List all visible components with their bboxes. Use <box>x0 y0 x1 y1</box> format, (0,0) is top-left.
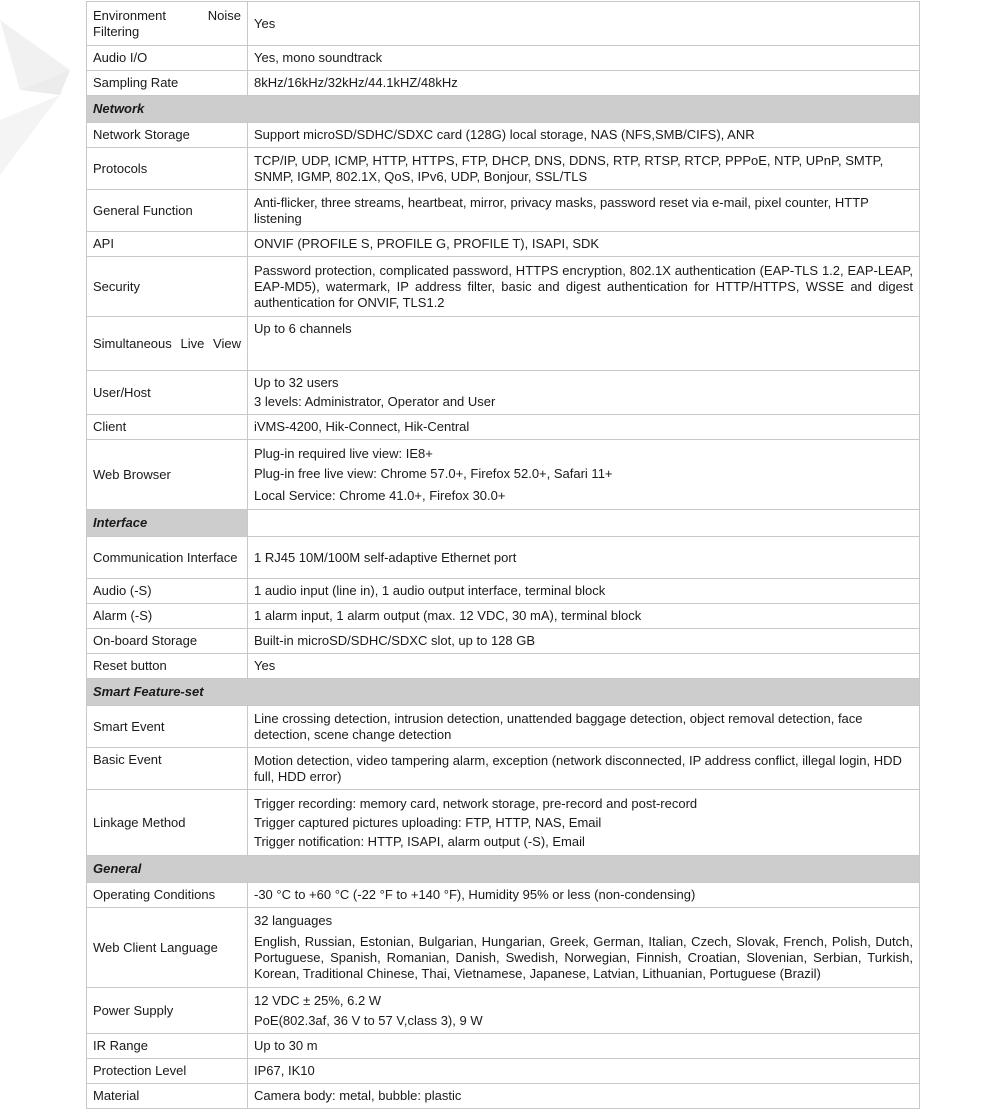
spec-value-line: Up to 32 users <box>254 375 339 390</box>
spec-value: Yes <box>248 654 920 679</box>
spec-label: Protection Level <box>87 1059 248 1084</box>
spec-value: Support microSD/SDHC/SDXC card (128G) local storage, NAS (NFS,SMB/CIFS), ANR <box>248 123 920 148</box>
spec-label: Environment Noise Filtering <box>87 2 248 46</box>
spec-row <box>87 883 920 908</box>
section-title: Interface <box>87 510 248 537</box>
spec-value <box>248 908 920 988</box>
spec-label: User/Host <box>87 371 248 415</box>
spec-label: Linkage Method <box>87 790 248 856</box>
spec-row <box>87 1059 920 1084</box>
spec-value: iVMS-4200, Hik-Connect, Hik-Central <box>248 415 920 440</box>
spec-row <box>87 2 920 46</box>
spec-value <box>248 371 920 415</box>
spec-value: Yes, mono soundtrack <box>248 46 920 71</box>
spec-value: Yes <box>248 2 920 46</box>
spec-label: General Function <box>87 190 248 232</box>
spec-value: ONVIF (PROFILE S, PROFILE G, PROFILE T), ISAPI, SDK <box>248 232 920 257</box>
spec-value: Anti-flicker, three streams, heartbeat, mirror, privacy masks, password reset via e-mail, pixel counter, HTTP listening <box>248 190 920 232</box>
spec-row <box>87 1034 920 1059</box>
spec-row <box>87 190 920 232</box>
spec-value: Line crossing detection, intrusion detection, unattended baggage detection, object removal detection, face detection, scene change detection <box>248 706 920 748</box>
spec-label: Material <box>87 1084 248 1109</box>
section-header-general <box>87 856 920 883</box>
spec-value-line: Plug-in required live view: IE8+ <box>254 445 433 461</box>
spec-value <box>248 440 920 510</box>
spec-value: Built-in microSD/SDHC/SDXC slot, up to 128 GB <box>248 629 920 654</box>
spec-row <box>87 706 920 748</box>
spec-row <box>87 148 920 190</box>
spec-value: 1 alarm input, 1 alarm output (max. 12 VDC, 30 mA), terminal block <box>248 604 920 629</box>
spec-label: Communication Interface <box>87 537 248 579</box>
spec-label: Reset button <box>87 654 248 679</box>
spec-value: Camera body: metal, bubble: plastic <box>248 1084 920 1109</box>
section-empty-cell <box>248 510 920 537</box>
spec-label: Network Storage <box>87 123 248 148</box>
spec-row <box>87 71 920 96</box>
spec-value-line: Local Service: Chrome 41.0+, Firefox 30.0+ <box>254 487 506 503</box>
section-title: General <box>87 856 920 883</box>
spec-value <box>248 988 920 1034</box>
spec-row <box>87 1084 920 1109</box>
spec-label: Audio I/O <box>87 46 248 71</box>
spec-label: Audio (-S) <box>87 579 248 604</box>
spec-value-line: Plug-in free live view: Chrome 57.0+, Firefox 52.0+, Safari 11+ <box>254 465 613 481</box>
spec-label: Client <box>87 415 248 440</box>
spec-row <box>87 232 920 257</box>
spec-value-line: English, Russian, Estonian, Bulgarian, Hungarian, Greek, German, Italian, Czech, Slovak, French, Polish, Dutch, Portuguese, Spanish, Romanian, Danish, Swedish, Norwegian, Finnish, Croatian, Slovenian, Serbian, Turkish, Korean, Traditional Chinese, Thai, Vietnamese, Japanese, Latvian, Lithuanian, Portuguese (Brazil) <box>254 934 913 981</box>
spec-value-line: 32 languages <box>254 913 333 928</box>
spec-row <box>87 629 920 654</box>
section-header-network <box>87 96 920 123</box>
spec-value-line: 3 levels: Administrator, Operator and User <box>254 394 496 409</box>
spec-row <box>87 537 920 579</box>
spec-label: Operating Conditions <box>87 883 248 908</box>
spec-value: 1 audio input (line in), 1 audio output interface, terminal block <box>248 579 920 604</box>
spec-value-line: Trigger captured pictures uploading: FTP, HTTP, NAS, Email <box>254 814 602 830</box>
spec-label: On-board Storage <box>87 629 248 654</box>
spec-value-line: 12 VDC ± 25%, 6.2 W <box>254 992 382 1008</box>
spec-row <box>87 579 920 604</box>
spec-value: Motion detection, video tampering alarm, exception (network disconnected, IP address conflict, illegal login, HDD full, HDD error) <box>248 748 920 790</box>
spec-value <box>248 790 920 856</box>
spec-table <box>86 1 920 1109</box>
spec-label: Simultaneous Live View <box>87 317 248 371</box>
spec-label: Smart Event <box>87 706 248 748</box>
spec-row <box>87 604 920 629</box>
spec-row <box>87 123 920 148</box>
spec-row <box>87 440 920 510</box>
spec-value: 8kHz/16kHz/32kHz/44.1kHZ/48kHz <box>248 71 920 96</box>
spec-label: IR Range <box>87 1034 248 1059</box>
spec-value-line: Trigger recording: memory card, network storage, pre-record and post-record <box>254 795 698 811</box>
spec-label: API <box>87 232 248 257</box>
spec-row <box>87 371 920 415</box>
spec-label: Basic Event <box>87 748 248 790</box>
spec-table-body <box>87 2 920 1109</box>
spec-row <box>87 415 920 440</box>
section-title: Network <box>87 96 920 123</box>
spec-value-line: PoE(802.3af, 36 V to 57 V,class 3), 9 W <box>254 1012 483 1028</box>
spec-value: Password protection, complicated password, HTTPS encryption, 802.1X authentication (EAP-TLS 1.2, EAP-LEAP, EAP-MD5), watermark, IP address filter, basic and digest authentication for HTTP/HTTPS, WSSE and digest authentication for ONVIF, TLS1.2 <box>248 257 920 317</box>
spec-row <box>87 988 920 1034</box>
spec-label: Security <box>87 257 248 317</box>
spec-label: Web Browser <box>87 440 248 510</box>
spec-value: Up to 6 channels <box>248 317 920 371</box>
spec-label: Web Client Language <box>87 908 248 988</box>
spec-value: -30 °C to +60 °C (-22 °F to +140 °F), Humidity 95% or less (non-condensing) <box>248 883 920 908</box>
spec-value: Up to 30 m <box>248 1034 920 1059</box>
spec-row <box>87 257 920 317</box>
section-header-interface <box>87 510 920 537</box>
watermark-logo-icon <box>0 0 90 200</box>
spec-value: TCP/IP, UDP, ICMP, HTTP, HTTPS, FTP, DHCP, DNS, DDNS, RTP, RTSP, RTCP, PPPoE, NTP, UPnP, SMTP, SNMP, IGMP, 802.1X, QoS, IPv6, UDP, Bonjour, SSL/TLS <box>248 148 920 190</box>
spec-row <box>87 46 920 71</box>
spec-value: IP67, IK10 <box>248 1059 920 1084</box>
spec-label: Power Supply <box>87 988 248 1034</box>
spec-label: Sampling Rate <box>87 71 248 96</box>
spec-label: Alarm (-S) <box>87 604 248 629</box>
spec-value: 1 RJ45 10M/100M self-adaptive Ethernet port <box>248 537 920 579</box>
spec-row <box>87 908 920 988</box>
spec-value-line: Trigger notification: HTTP, ISAPI, alarm output (-S), Email <box>254 833 585 849</box>
section-title: Smart Feature-set <box>87 679 920 706</box>
spec-row <box>87 317 920 371</box>
spec-row <box>87 748 920 790</box>
spec-row <box>87 654 920 679</box>
spec-row <box>87 790 920 856</box>
section-header-smart-feature-set <box>87 679 920 706</box>
spec-label: Protocols <box>87 148 248 190</box>
